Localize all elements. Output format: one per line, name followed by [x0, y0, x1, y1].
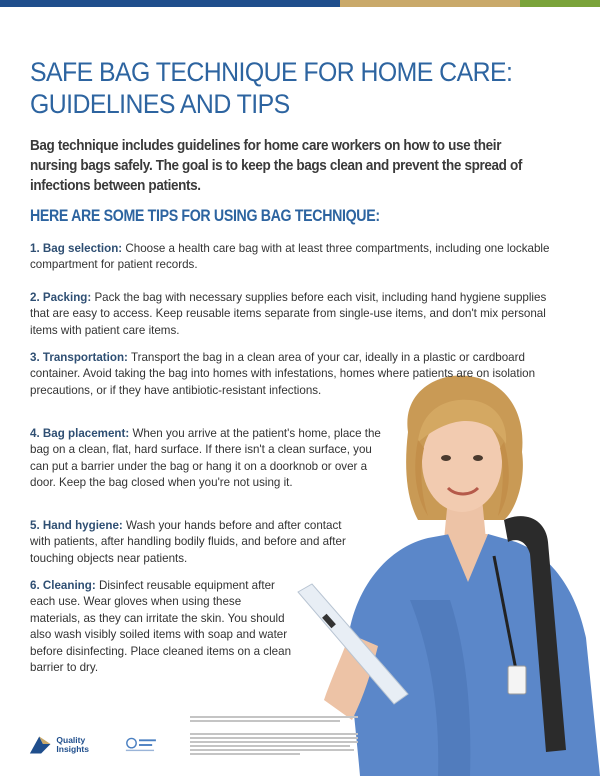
quality-insights-logo	[28, 731, 158, 759]
tip-lead: 2. Packing:	[30, 291, 92, 304]
tip-cleaning	[30, 578, 292, 676]
tip-lead: 1. Bag selection:	[30, 242, 123, 255]
tip-text: Wash your hands before and after contact with patients, after handling bodily fluids, and before and after touching objects near patients.	[30, 519, 346, 565]
tip-bag-selection	[30, 241, 555, 274]
fine-print-citation	[190, 716, 360, 727]
fine-print-disclaimer	[190, 733, 360, 760]
tip-lead: 4. Bag placement:	[30, 427, 130, 440]
page-title: SAFE BAG TECHNIQUE FOR HOME CARE: GUIDELINES AND TIPS	[30, 57, 513, 119]
intro-paragraph: Bag technique includes guidelines for home care workers on how to use their nursing bags safely. The goal is to keep the bags clean and prevent the spread of infections between patients.	[30, 137, 522, 194]
tips-subheading: HERE ARE SOME TIPS FOR USING BAG TECHNIQUE:	[30, 207, 380, 225]
tip-transportation	[30, 350, 555, 399]
top-color-bar	[0, 0, 600, 7]
tip-text: Pack the bag with necessary supplies before each visit, including hand hygiene supplies that are easy to access. Keep reusable items separate from single-use items, and don't mix personal items with patient care items.	[30, 291, 547, 337]
fine-print-lines	[190, 733, 360, 759]
fine-print-lines	[190, 716, 360, 726]
tip-bag-placement	[30, 426, 385, 492]
tip-lead: 3. Transportation:	[30, 351, 128, 364]
tip-lead: 5. Hand hygiene:	[30, 519, 123, 532]
quality-insights-logo-icon	[28, 732, 52, 758]
logo-name: Quality Insights	[56, 735, 89, 754]
tip-text: Disinfect reusable equipment after each use. Wear gloves when using these materials, as they can irritate the skin. You should also wash visibly soiled items with soap and water before disinfecting. Place cleaned items on a clean barrier to dry.	[30, 579, 292, 675]
tip-hand-hygiene	[30, 518, 355, 567]
tip-lead: 6. Cleaning:	[30, 579, 96, 592]
tip-text: When you arrive at the patient's home, place the bag on a clean, flat, hard surface. If there isn't a clean surface, you can put a barrier under the bag or hang it on a doorknob or over a door. Keep the bag closed when you're not using it.	[30, 427, 381, 490]
tip-text: Choose a health care bag with at least three compartments, including one lockable compartment for patient records.	[30, 242, 550, 272]
tip-text: Transport the bag in a clean area of your car, ideally in a plastic or cardboard container. Avoid taking the bag into homes with infestations, homes where patients are on isolation precautions, or if they have antibiotic-resistant infections.	[30, 351, 536, 397]
top-bar-tan-segment	[340, 0, 520, 7]
tip-packing	[30, 290, 555, 339]
top-bar-green-segment	[520, 0, 600, 7]
partner-logo-icon	[124, 735, 158, 755]
top-bar-blue-segment	[0, 0, 340, 7]
